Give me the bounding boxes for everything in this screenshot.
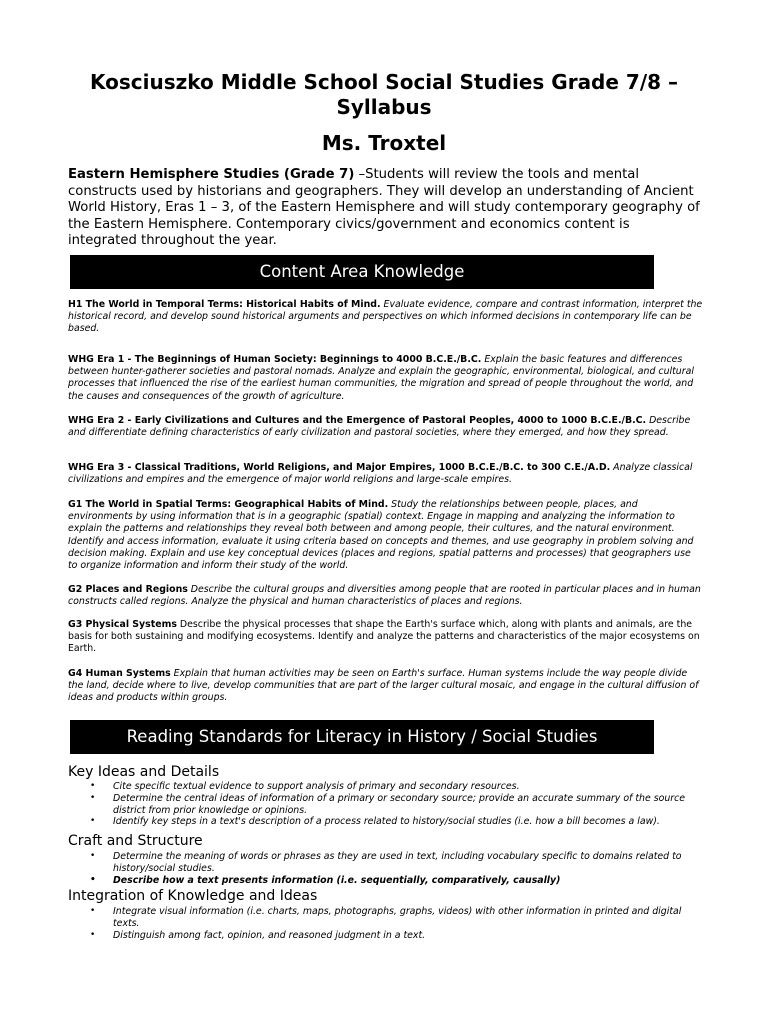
standard-label: G4 Human Systems (68, 668, 171, 679)
craft-structure-list (68, 851, 700, 886)
course-intro (68, 167, 700, 250)
list-item: • Determine the central ideas of information of a primary or secondary source; provide an accurate summary of the source district from prior knowledge or opinions. (90, 792, 686, 816)
standard-whg-era-3 (68, 462, 703, 486)
standard-label: WHG Era 1 - The Beginnings of Human Society: Beginnings to 4000 B.C.E./B.C. (68, 354, 482, 365)
list-item: • Identify key steps in a text's description of a process related to history/social studies (i.e. how a bill becomes a law). (90, 816, 660, 828)
standard-whg-era-2 (68, 415, 703, 439)
section-heading-integration: Integration of Knowledge and Ideas (68, 888, 318, 904)
standard-label: H1 The World in Temporal Terms: Historical Habits of Mind. (68, 299, 381, 310)
bullet-icon: • (90, 874, 96, 885)
standard-g1 (68, 499, 703, 572)
standard-text: Analyze classical civilizations and empires and the emergence of major world religions and large-scale empires. (68, 462, 693, 486)
standard-label: WHG Era 2 - Early Civilizations and Cultures and the Emergence of Pastoral Peoples, 4000 to 1000 B.C.E./B.C. (68, 415, 647, 426)
list-item: • Determine the meaning of words or phrases as they are used in text, including vocabulary specific to domains related to history/social studies. (90, 851, 682, 874)
list-item: • Describe how a text presents information (i.e. sequentially, comparatively, causally) (90, 874, 561, 886)
course-description: –Students will review the tools and mental constructs used by historians and geographers. They will develop an understanding of Ancient World History, Eras 1 – 3, of the Eastern Hemisphere and will study contemporary geography of the Eastern Hemisphere. Contemporary civics/government and economics content is integrated throughout the year. (68, 167, 700, 249)
standard-text: Evaluate evidence, compare and contrast information, interpret the historical record, and develop sound historical arguments and perspectives on which informed decisions in contemporary life can be based. (68, 299, 703, 335)
standard-text: Describe the cultural groups and diversities among people that are rooted in particular places and in human constructs called regions. Analyze the physical and human characteristics of places and regions. (68, 584, 701, 608)
standard-text: Explain that human activities may be seen on Earth's surface. Human systems include the way people divide the land, decide where to live, develop communities that are part of the larger cultural mosaic, and engage in the cultural diffusion of ideas and products within groups. (68, 668, 699, 704)
bullet-icon: • (90, 851, 96, 861)
standard-h1 (68, 299, 703, 336)
bullet-icon: • (90, 906, 96, 916)
list-item: • Integrate visual information (i.e. charts, maps, photographs, graphs, videos) with other information in printed and digital texts. (90, 906, 682, 929)
teacher-name: Ms. Troxtel (321, 131, 447, 155)
bullet-icon: • (90, 816, 96, 827)
content-area-banner: Content Area Knowledge (70, 255, 654, 289)
bullet-icon: • (90, 792, 96, 803)
standard-text: Describe the physical processes that shape the Earth's surface which, along with plants and animals, are the basis for both sustaining and modifying ecosystems. Identify and analyze the patterns and characteristics of the major ecosystems on Earth. (68, 619, 700, 655)
standard-text: Describe and differentiate defining characteristics of early civilization and pastoral societies, where they emerged, and how they spread. (68, 415, 691, 439)
standard-whg-era-1 (68, 354, 703, 403)
list-item: • Cite specific textual evidence to support analysis of primary and secondary resources. (90, 781, 520, 792)
list-item: • Distinguish among fact, opinion, and reasoned judgment in a text. (90, 929, 426, 941)
section-heading-key-ideas: Key Ideas and Details (68, 764, 220, 780)
standard-g4 (68, 668, 703, 705)
standard-g2 (68, 584, 703, 608)
integration-list (68, 906, 700, 941)
standard-g3 (68, 619, 703, 656)
standard-label: G1 The World in Spatial Terms: Geographical Habits of Mind. (68, 499, 389, 510)
bullet-icon: • (90, 929, 96, 940)
bullet-icon: • (90, 781, 96, 791)
reading-standards-banner: Reading Standards for Literacy in History / Social Studies (70, 720, 654, 754)
standard-label: WHG Era 3 - Classical Traditions, World Religions, and Major Empires, 1000 B.C.E./B.C. to 300 C.E./A.D. (68, 462, 611, 473)
standard-label: G2 Places and Regions (68, 584, 188, 595)
standard-text: Study the relationships between people, places, and environments by using information that is in a geographic (spatial) context. Engage in mapping and analyzing the information to explain the patterns and relationships they reveal both between and among people, their cultures, and the natural environment. Identify and access information, evaluate it using criteria based on concepts and themes, and use geography in problem solving and decision making. Explain and use key conceptual devices (places and regions, spatial patterns and processes) that geographers use to organize information and inform their study of the world. (68, 499, 694, 572)
course-name: Eastern Hemisphere Studies (Grade 7) (68, 167, 355, 182)
page-title: Kosciuszko Middle School Social Studies Grade 7/8 – Syllabus (89, 70, 679, 119)
section-heading-craft-structure: Craft and Structure (68, 833, 203, 849)
standard-text: Explain the basic features and differences between hunter-gatherer societies and pastoral nomads. Analyze and explain the geographic, environmental, biological, and cultural processes that influenced the rise of the earliest human communities, the migration and spread of people throughout the world, and the causes and consequences of the growth of agriculture. (68, 354, 694, 402)
key-ideas-list (68, 781, 700, 828)
standard-label: G3 Physical Systems (68, 619, 177, 630)
